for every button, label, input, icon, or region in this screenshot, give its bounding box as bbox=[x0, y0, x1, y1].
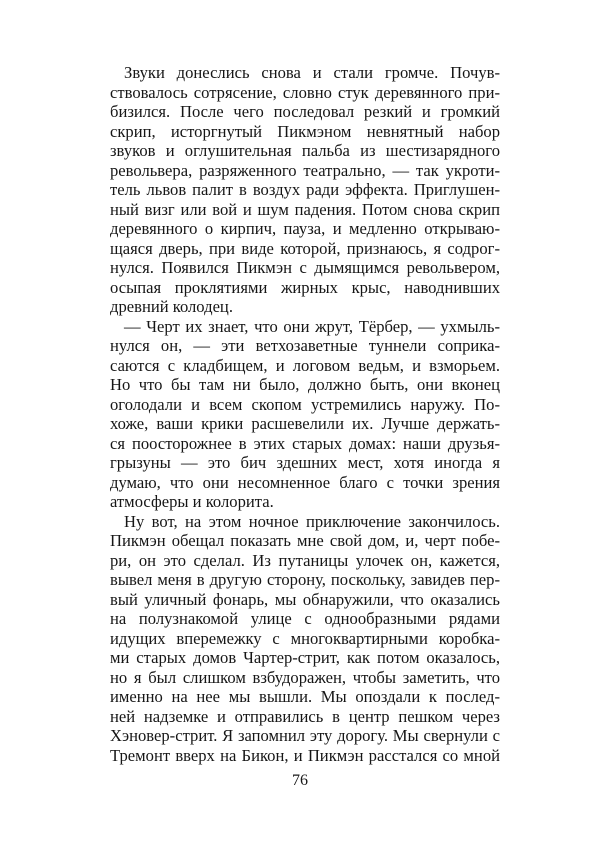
text-line: думаю, что они несомненное благо с точки зрения bbox=[110, 472, 500, 492]
text-line: грызуны — это бич здешних мест, хотя иногда я bbox=[110, 453, 500, 472]
text-line: саются с кладбищем, и логовом ведьм, и взморьем. bbox=[110, 355, 500, 375]
text-line: ней надземке и отправились в центр пешком через bbox=[110, 706, 500, 726]
text-line: именно на нее мы вышли. Мы опоздали к послед- bbox=[110, 687, 500, 706]
text-line: оголодали и всем скопом устремились наружу. По- bbox=[110, 394, 500, 414]
text-line: скрип, исторгнутый Пикмэном невнятный набор bbox=[110, 121, 500, 141]
text-line: хоже, ваши крики расшевелили их. Лучше держать- bbox=[110, 414, 500, 433]
text-line: револьвера, разряженного театрально, — так укроти- bbox=[110, 160, 500, 180]
text-line: Пикмэн обещал показать мне свой дом, и, черт побе- bbox=[110, 531, 500, 550]
text-line: атмосферы и колорита. bbox=[110, 492, 274, 511]
text-line: ри, он это сделал. Из путаницы улочек он, кажется, bbox=[110, 550, 500, 570]
text-line: — Черт их знает, что они жрут, Тёрбер, — ухмыль- bbox=[124, 316, 500, 336]
text-line: осыпая проклятиями жирных крыс, наводнивших bbox=[110, 277, 500, 297]
text-line: на полузнакомой улице с однообразными рядами bbox=[110, 609, 500, 628]
text-line: бизился. После чего последовал резкий и громкий bbox=[110, 102, 500, 121]
text-line: вый уличный фонарь, мы обнаружили, что оказались bbox=[110, 589, 500, 609]
text-line: щаяся дверь, при виде которой, признаюсь, я содрог- bbox=[110, 238, 500, 258]
text-line: ся поосторожнее в этих старых домах: наши друзья- bbox=[110, 433, 500, 453]
text-line: ствовалось сотрясение, словно стук деревянного при- bbox=[110, 82, 500, 102]
text-line: ми старых домов Чартер-стрит, как потом оказалось, bbox=[110, 648, 500, 667]
text-line: деревянного о кирпич, пауза, и медленно открываю- bbox=[110, 219, 500, 238]
text-line: вывел меня в другую сторону, поскольку, завидев пер- bbox=[110, 570, 500, 589]
text-line: тель львов палит в воздух ради эффекта. Приглушен- bbox=[110, 180, 500, 199]
page-number: 76 bbox=[292, 772, 308, 789]
body-text bbox=[110, 63, 500, 765]
text-line: но я был слишком взбудоражен, чтобы заметить, что bbox=[110, 667, 500, 687]
text-line: звуков и оглушительная пальба из шестизарядного bbox=[110, 141, 500, 160]
text-line: Но что бы там ни было, должно быть, они вконец bbox=[110, 375, 500, 394]
text-line: Звуки донеслись снова и стали громче. Почув- bbox=[124, 63, 500, 82]
text-line: древний колодец. bbox=[110, 297, 233, 316]
text-line: нулся. Появился Пикмэн с дымящимся револьвером, bbox=[110, 258, 500, 277]
text-line: Тремонт вверх на Бикон, и Пикмэн расстался со мной bbox=[110, 745, 500, 765]
text-line: нулся он, — эти ветхозаветные туннели соприка- bbox=[110, 336, 500, 355]
text-line: Ну вот, на этом ночное приключение закончилось. bbox=[124, 511, 500, 531]
text-line: Хэновер-стрит. Я запомнил эту дорогу. Мы свернули с bbox=[110, 726, 500, 745]
text-line: ный визг или вой и шум падения. Потом снова скрип bbox=[110, 199, 500, 219]
text-line: идущих вперемежку с многоквартирными коробка- bbox=[110, 628, 500, 648]
